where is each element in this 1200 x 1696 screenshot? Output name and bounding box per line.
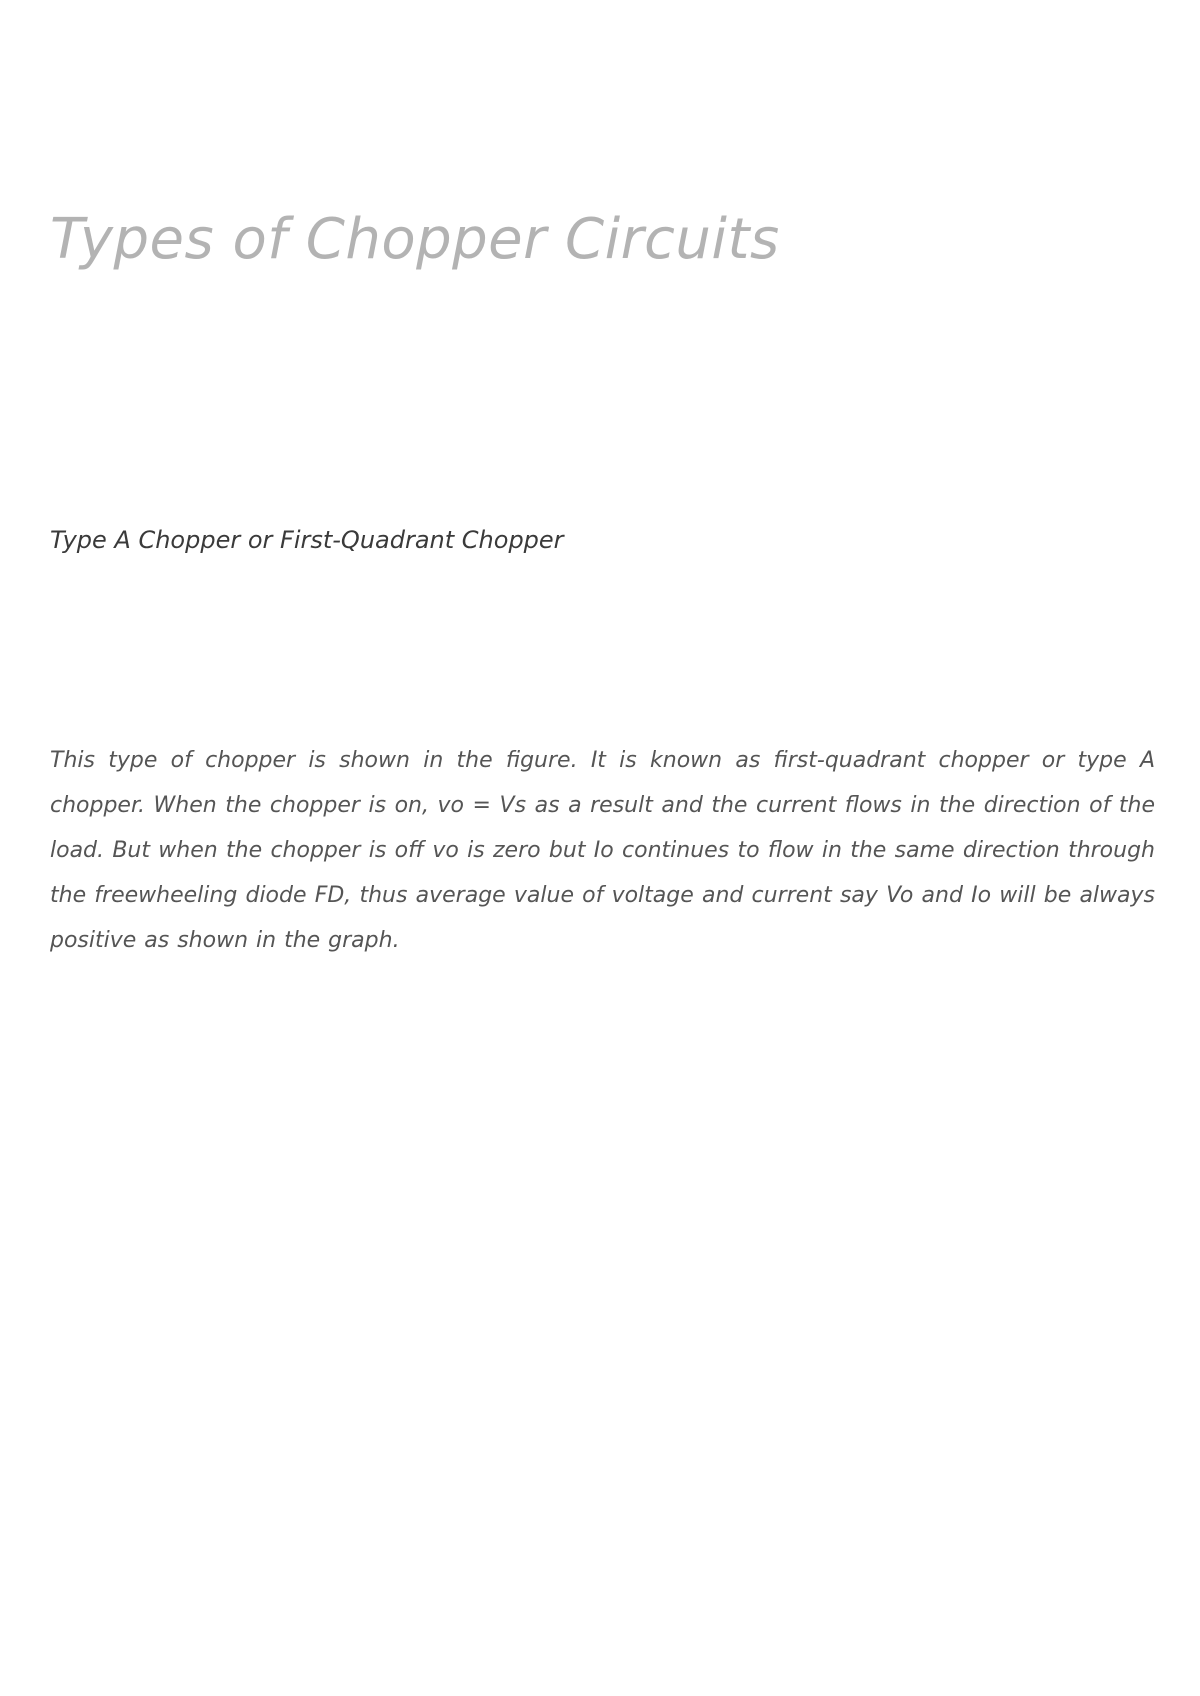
section-heading: Type A Chopper or First-Quadrant Chopper <box>50 526 564 554</box>
body-paragraph: This type of chopper is shown in the figure. It is known as first-quadrant chopper or type A chopper. When the chopper is on, vo = Vs as a result and the current flows in the direction of the load. But when the chopper is off vo is zero but Io continues to flow in the same direction through the freewheeling diode FD, thus average value of voltage and current say Vo and Io will be always positive as shown in the graph. <box>50 748 1155 953</box>
page-title: Types of Chopper Circuits <box>50 207 780 272</box>
